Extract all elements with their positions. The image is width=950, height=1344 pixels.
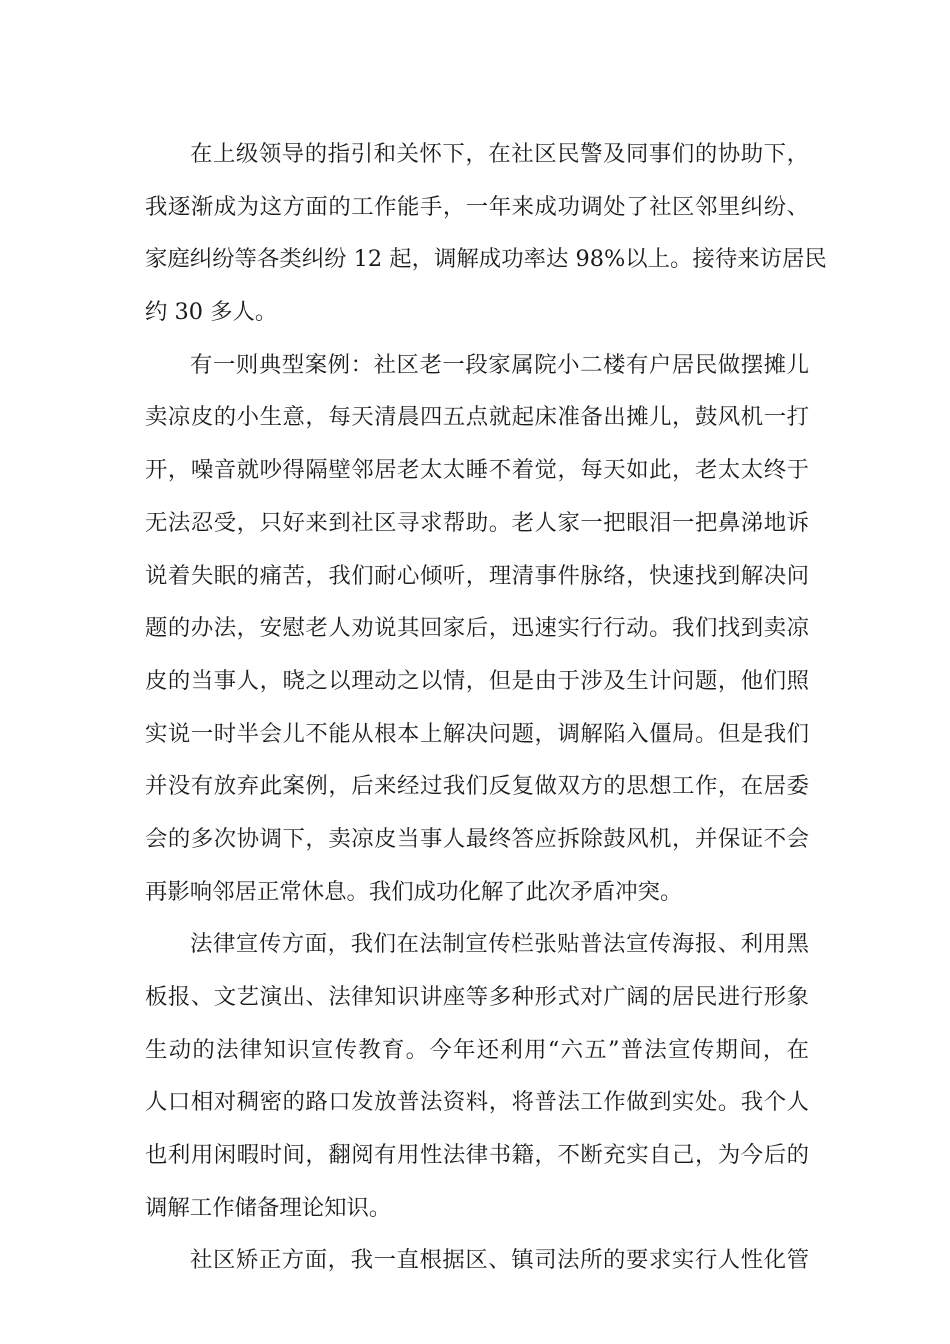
text-line: 开，噪音就吵得隔壁邻居老太太睡不着觉，每天如此，老太太终于 [145, 457, 809, 484]
text-line: 皮的当事人，晓之以理动之以情，但是由于涉及生计问题，他们照 [145, 667, 809, 694]
text-line: 家庭纠纷等各类纠纷 12 起，调解成功率达 98%以上。接待来访居民 [145, 246, 827, 273]
text-line: 调解工作储备理论知识。 [145, 1194, 392, 1221]
text-line: 社区矫正方面，我一直根据区、镇司法所的要求实行人性化管 [190, 1247, 809, 1274]
text-line: 再影响邻居正常休息。我们成功化解了此次矛盾冲突。 [145, 878, 683, 905]
text-line: 无法忍受，只好来到社区寻求帮助。老人家一把眼泪一把鼻涕地诉 [145, 509, 809, 536]
paragraph-legal-publicity [145, 918, 809, 1234]
text-line: 并没有放弃此案例，后来经过我们反复做双方的思想工作，在居委 [145, 773, 809, 800]
paragraph-typical-case [145, 339, 809, 919]
text-line: 生动的法律知识宣传教育。今年还利用“六五”普法宣传期间，在 [145, 1036, 809, 1063]
text-line: 我逐渐成为这方面的工作能手，一年来成功调处了社区邻里纠纷、 [145, 193, 809, 220]
text-line: 在上级领导的指引和关怀下，在社区民警及同事们的协助下， [190, 141, 809, 167]
text-line: 说着失眠的痛苦，我们耐心倾听，理清事件脉络，快速找到解决问 [145, 562, 809, 589]
paragraph-community-correction [145, 1234, 809, 1287]
text-line: 人口相对稠密的路口发放普法资料，将普法工作做到实处。我个人 [145, 1089, 809, 1116]
text-line: 题的办法，安慰老人劝说其回家后，迅速实行行动。我们找到卖凉 [145, 615, 809, 642]
paragraph-mediation-summary [145, 128, 827, 339]
text-line: 会的多次协调下，卖凉皮当事人最终答应拆除鼓风机，并保证不会 [145, 825, 809, 852]
text-line: 实说一时半会儿不能从根本上解决问题，调解陷入僵局。但是我们 [145, 720, 809, 747]
text-line: 约 30 多人。 [145, 299, 278, 326]
text-line: 卖凉皮的小生意，每天清晨四五点就起床准备出摊儿，鼓风机一打 [145, 404, 809, 431]
document-body [145, 128, 827, 1287]
text-line: 板报、文艺演出、法律知识讲座等多种形式对广阔的居民进行形象 [145, 984, 809, 1010]
text-line: 有一则典型案例：社区老一段家属院小二楼有户居民做摆摊儿 [190, 351, 809, 378]
text-line: 法律宣传方面，我们在法制宣传栏张贴普法宣传海报、利用黑 [190, 931, 809, 958]
text-line: 也利用闲暇时间，翻阅有用性法律书籍，不断充实自己，为今后的 [145, 1142, 809, 1169]
